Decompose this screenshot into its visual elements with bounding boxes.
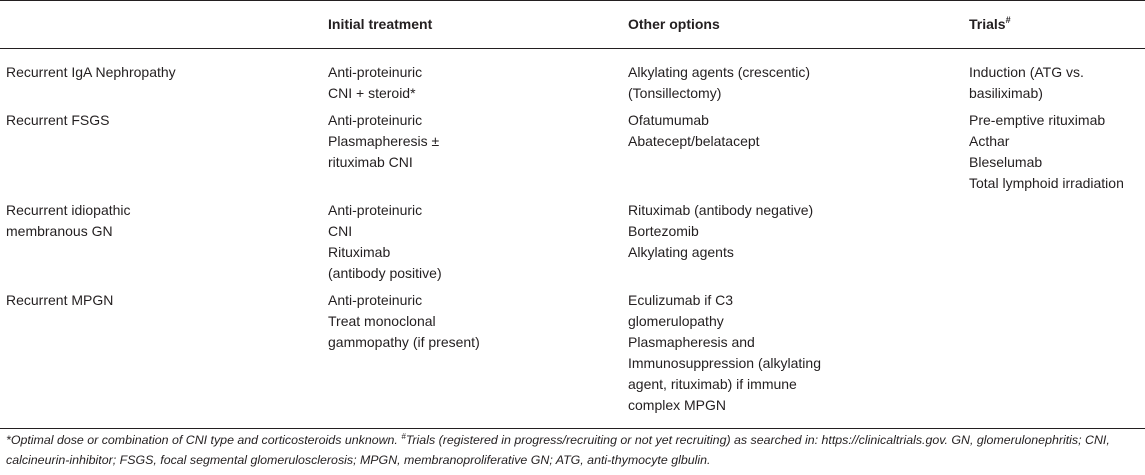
cell-other-options — [622, 49, 963, 108]
cell-line: Anti-proteinuric — [328, 112, 423, 128]
cell-condition — [0, 197, 322, 287]
header-condition — [0, 1, 322, 49]
header-initial-treatment: Initial treatment — [328, 16, 433, 32]
cell-line: gammopathy (if present) — [328, 334, 480, 350]
cell-line: Bortezomib — [628, 223, 699, 239]
cell-line: Induction (ATG vs. — [969, 64, 1084, 80]
cell-line: CNI — [328, 223, 353, 239]
table-header-row — [0, 1, 1145, 49]
cell-initial-treatment — [322, 287, 622, 429]
cell-line: Total lymphoid irradiation — [969, 175, 1124, 191]
cell-line: Pre-emptive rituximab — [969, 112, 1106, 128]
cell-line: Recurrent MPGN — [6, 292, 114, 308]
cell-trials — [963, 107, 1145, 197]
cell-initial-treatment — [322, 107, 622, 197]
cell-line: complex MPGN — [628, 397, 727, 413]
cell-condition — [0, 107, 322, 197]
cell-line: Rituximab (antibody negative) — [628, 202, 814, 218]
cell-line: Recurrent idiopathic — [6, 202, 131, 218]
table-row — [0, 287, 1145, 429]
cell-line: (Tonsillectomy) — [628, 85, 722, 101]
footnote-mark: # — [401, 432, 406, 441]
cell-line: Recurrent FSGS — [6, 112, 110, 128]
footnote-part1: *Optimal dose or combination of CNI type and corticosteroids unknown. — [6, 433, 402, 447]
cell-line: Rituximab — [328, 244, 391, 260]
cell-line: (antibody positive) — [328, 265, 442, 281]
cell-line: CNI + steroid* — [328, 85, 416, 101]
cell-trials — [963, 287, 1145, 429]
cell-line: Recurrent IgA Nephropathy — [6, 64, 176, 80]
cell-other-options — [622, 197, 963, 287]
cell-line: rituximab CNI — [328, 154, 413, 170]
cell-line: Eculizumab if C3 — [628, 292, 734, 308]
cell-line: Anti-proteinuric — [328, 64, 423, 80]
header-trials-label: Trials — [969, 16, 1006, 32]
cell-trials — [963, 49, 1145, 108]
header-trials — [963, 1, 1145, 49]
cell-line: Alkylating agents — [628, 244, 734, 260]
footnote-part2: Trials (registered in progress/recruiting or not yet recruiting) as searched in: https://clinicaltrials.gov. GN, glomerulonephritis; CNI, calcineurin-inhibitor; FSGS, focal segmental glomerulosclerosis; MPGN, membranoproliferative GN; ATG, anti-thymocyte glbulin. — [6, 433, 1110, 467]
table-row — [0, 107, 1145, 197]
header-other-options: Other options — [628, 16, 720, 32]
cell-line: membranous GN — [6, 223, 113, 239]
cell-line: Plasmapheresis ± — [328, 133, 440, 149]
cell-initial-treatment — [322, 49, 622, 108]
table-row — [0, 49, 1145, 108]
cell-line: Ofatumumab — [628, 112, 709, 128]
cell-line: Acthar — [969, 133, 1010, 149]
table-row — [0, 197, 1145, 287]
cell-line: Abatecept/belatacept — [628, 133, 760, 149]
cell-line: Alkylating agents (crescentic) — [628, 64, 811, 80]
cell-line: agent, rituximab) if immune — [628, 376, 797, 392]
cell-line: Bleselumab — [969, 154, 1043, 170]
cell-line: Anti-proteinuric — [328, 202, 423, 218]
cell-line: Anti-proteinuric — [328, 292, 423, 308]
cell-line: basiliximab) — [969, 85, 1043, 101]
cell-other-options — [622, 287, 963, 429]
cell-line: glomerulopathy — [628, 313, 724, 329]
cell-condition — [0, 49, 322, 108]
cell-initial-treatment — [322, 197, 622, 287]
cell-other-options — [622, 107, 963, 197]
cell-condition — [0, 287, 322, 429]
table-footnote — [6, 430, 1136, 470]
cell-line: Plasmapheresis and — [628, 334, 755, 350]
cell-line: Treat monoclonal — [328, 313, 436, 329]
header-trials-mark: # — [1005, 15, 1011, 25]
cell-trials — [963, 197, 1145, 287]
cell-line: Immunosuppression (alkylating — [628, 355, 821, 371]
